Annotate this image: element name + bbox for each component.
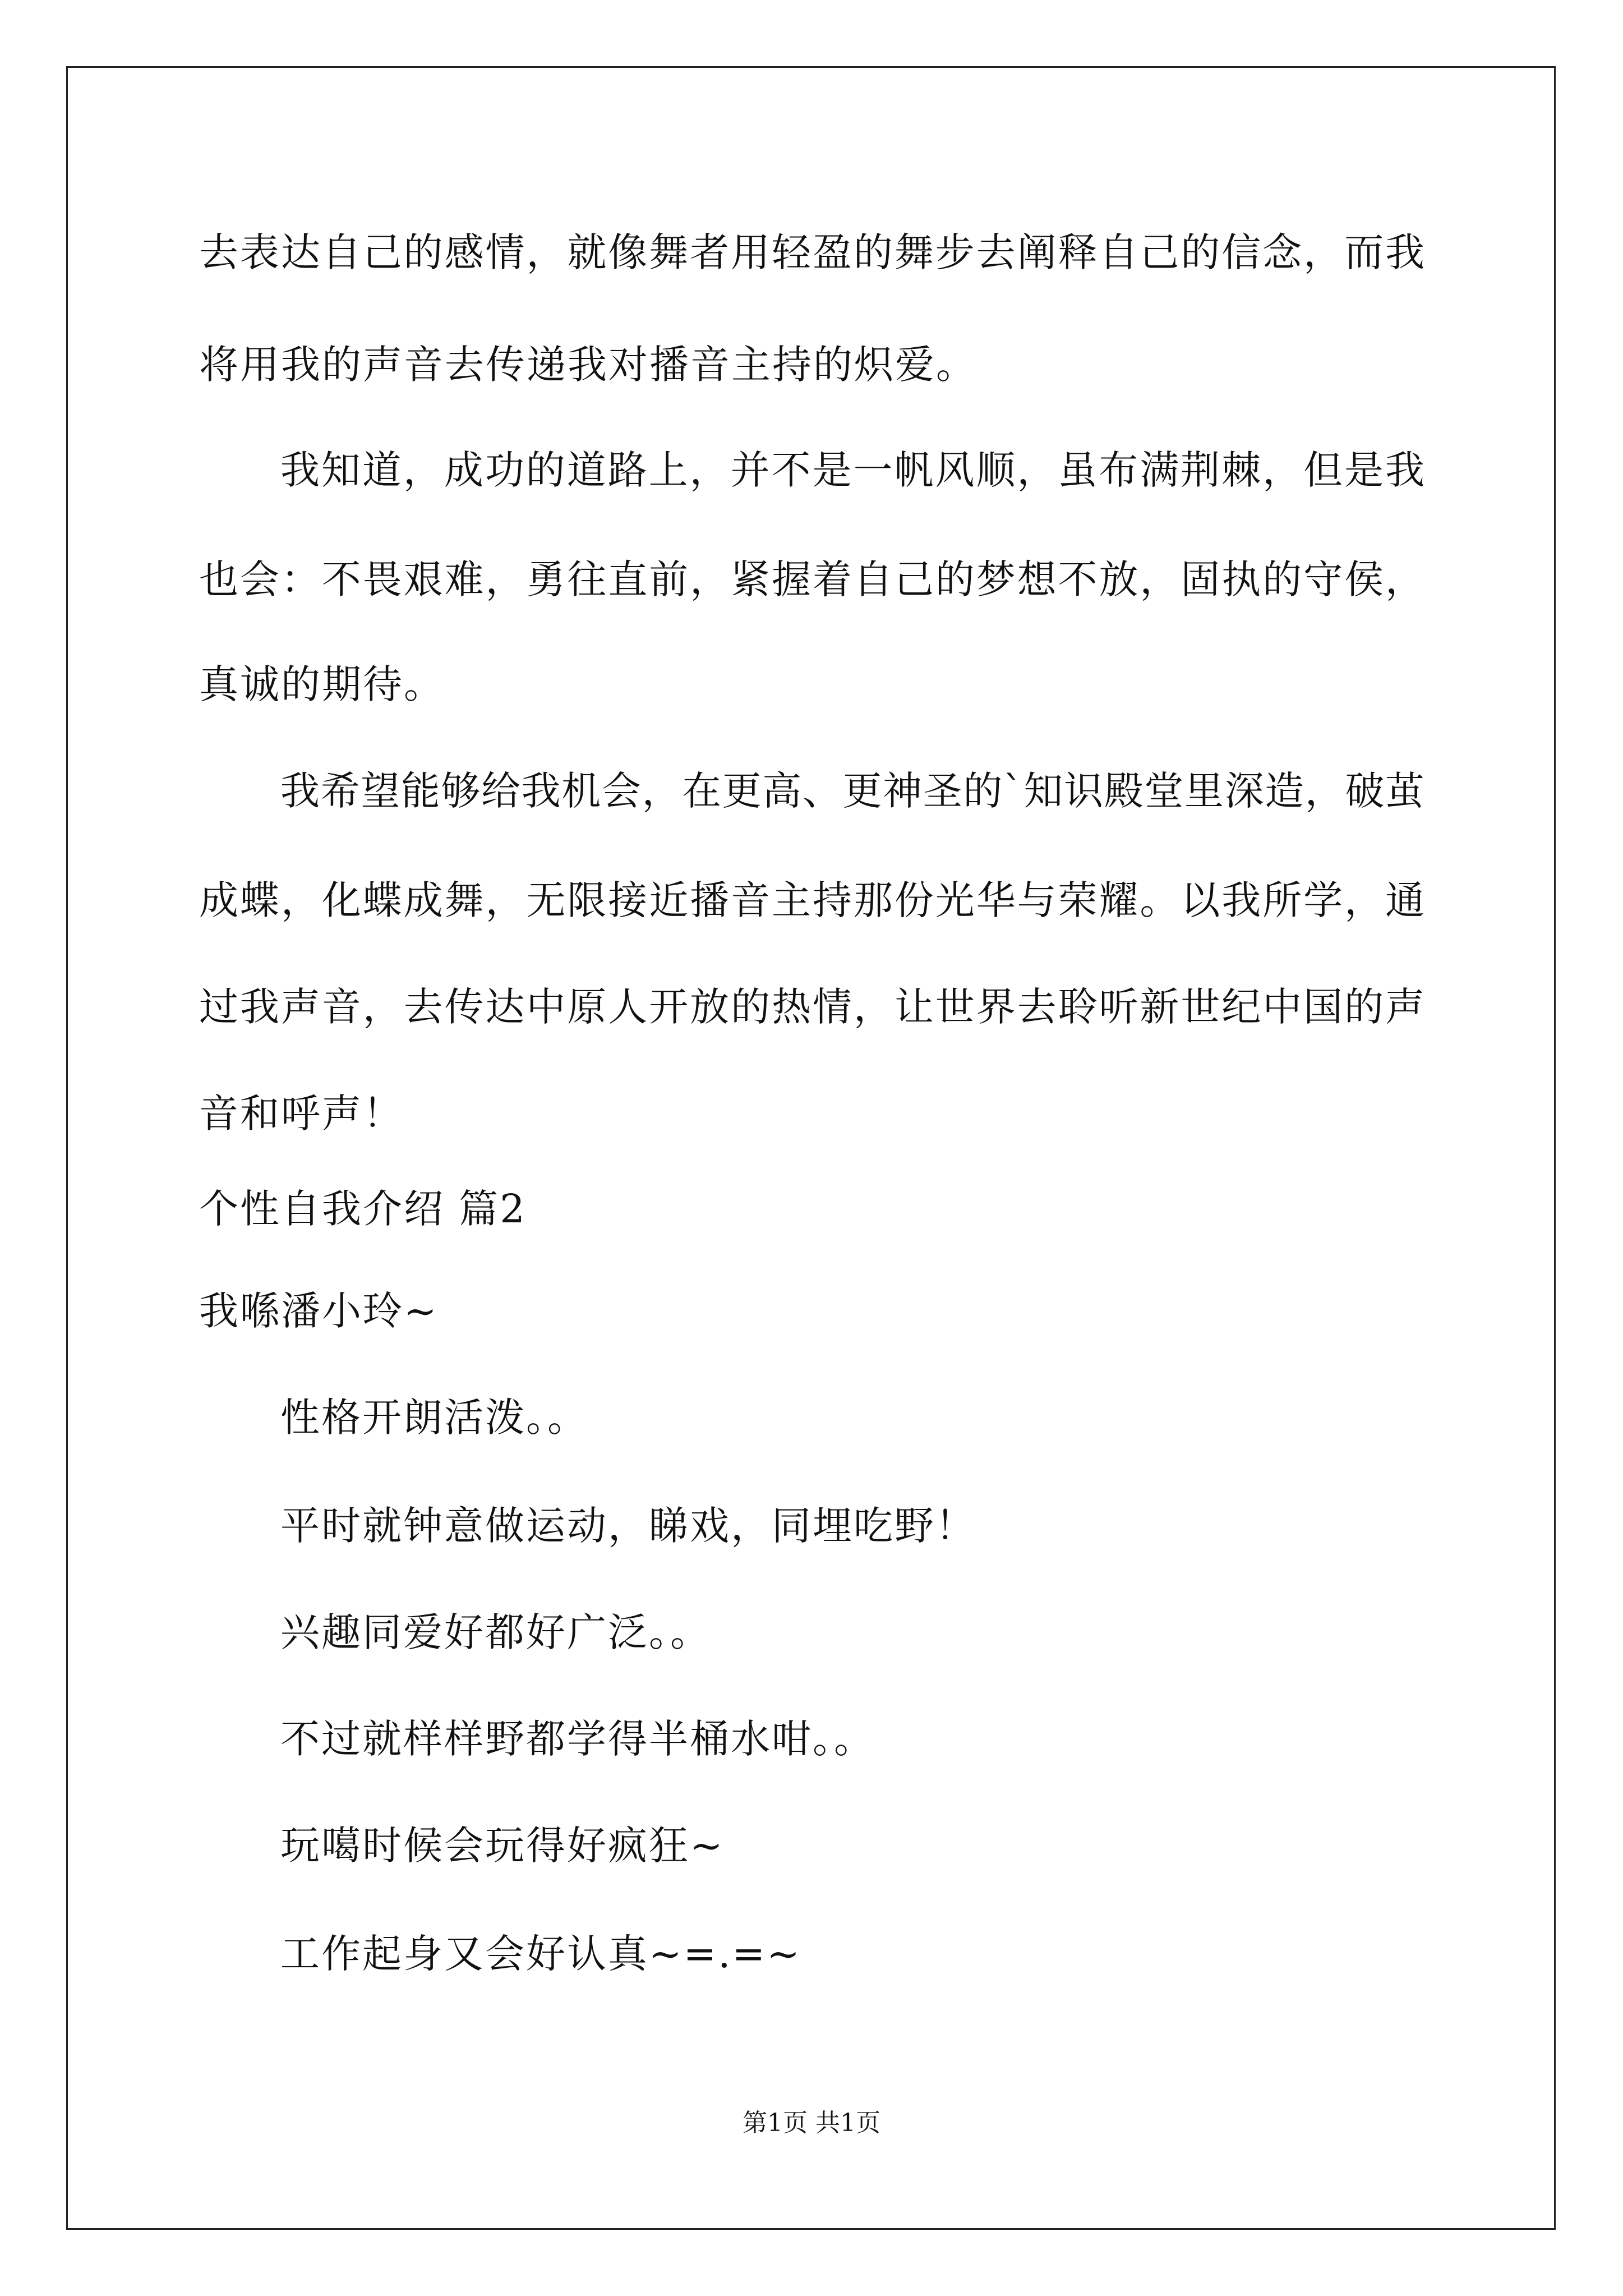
paragraph-line: 平时就钟意做运动，睇戏，同埋吃野！ [280,1503,976,1549]
paragraph-line: 去表达自己的感情，就像舞者用轻盈的舞步去阐释自己的信念，而我 [199,229,1424,275]
paragraph-line: 将用我的声音去传递我对播音主持的炽爱。 [199,342,977,388]
page-footer: 第1页 共1页 [743,2109,880,2137]
paragraph-line: 玩噶时候会玩得好疯狂~ [280,1823,725,1869]
paragraph-line: 兴趣同爱好都好广泛。。 [280,1609,711,1655]
paragraph-line: 不过就样样野都学得半桶水咁。。 [280,1716,875,1762]
paragraph-line: 也会：不畏艰难，勇往直前，紧握着自己的梦想不放，固执的守侯， [199,556,1424,602]
paragraph-line: 我希望能够给我机会，在更高、更神圣的`知识殿堂里深造，破茧 [280,768,1424,814]
paragraph-line: 性格开朗活泼。。 [280,1395,588,1441]
paragraph-line: 音和呼声！ [199,1091,404,1137]
paragraph-line: 我知道，成功的道路上，并不是一帆风顺，虽布满荆棘，但是我 [280,447,1424,493]
paragraph-line: 过我声音，去传达中原人开放的热情，让世界去聆听新世纪中国的声 [199,984,1424,1030]
paragraph-line: 我喺潘小玲~ [199,1288,439,1334]
paragraph-line: 工作起身又会好认真~=.=~ [280,1931,801,1977]
section-heading: 个性自我介绍 篇2 [199,1186,527,1232]
paragraph-line: 真诚的期待。 [199,661,445,707]
paragraph-line: 成蝶，化蝶成舞，无限接近播音主持那份光华与荣耀。以我所学，通 [199,877,1424,923]
